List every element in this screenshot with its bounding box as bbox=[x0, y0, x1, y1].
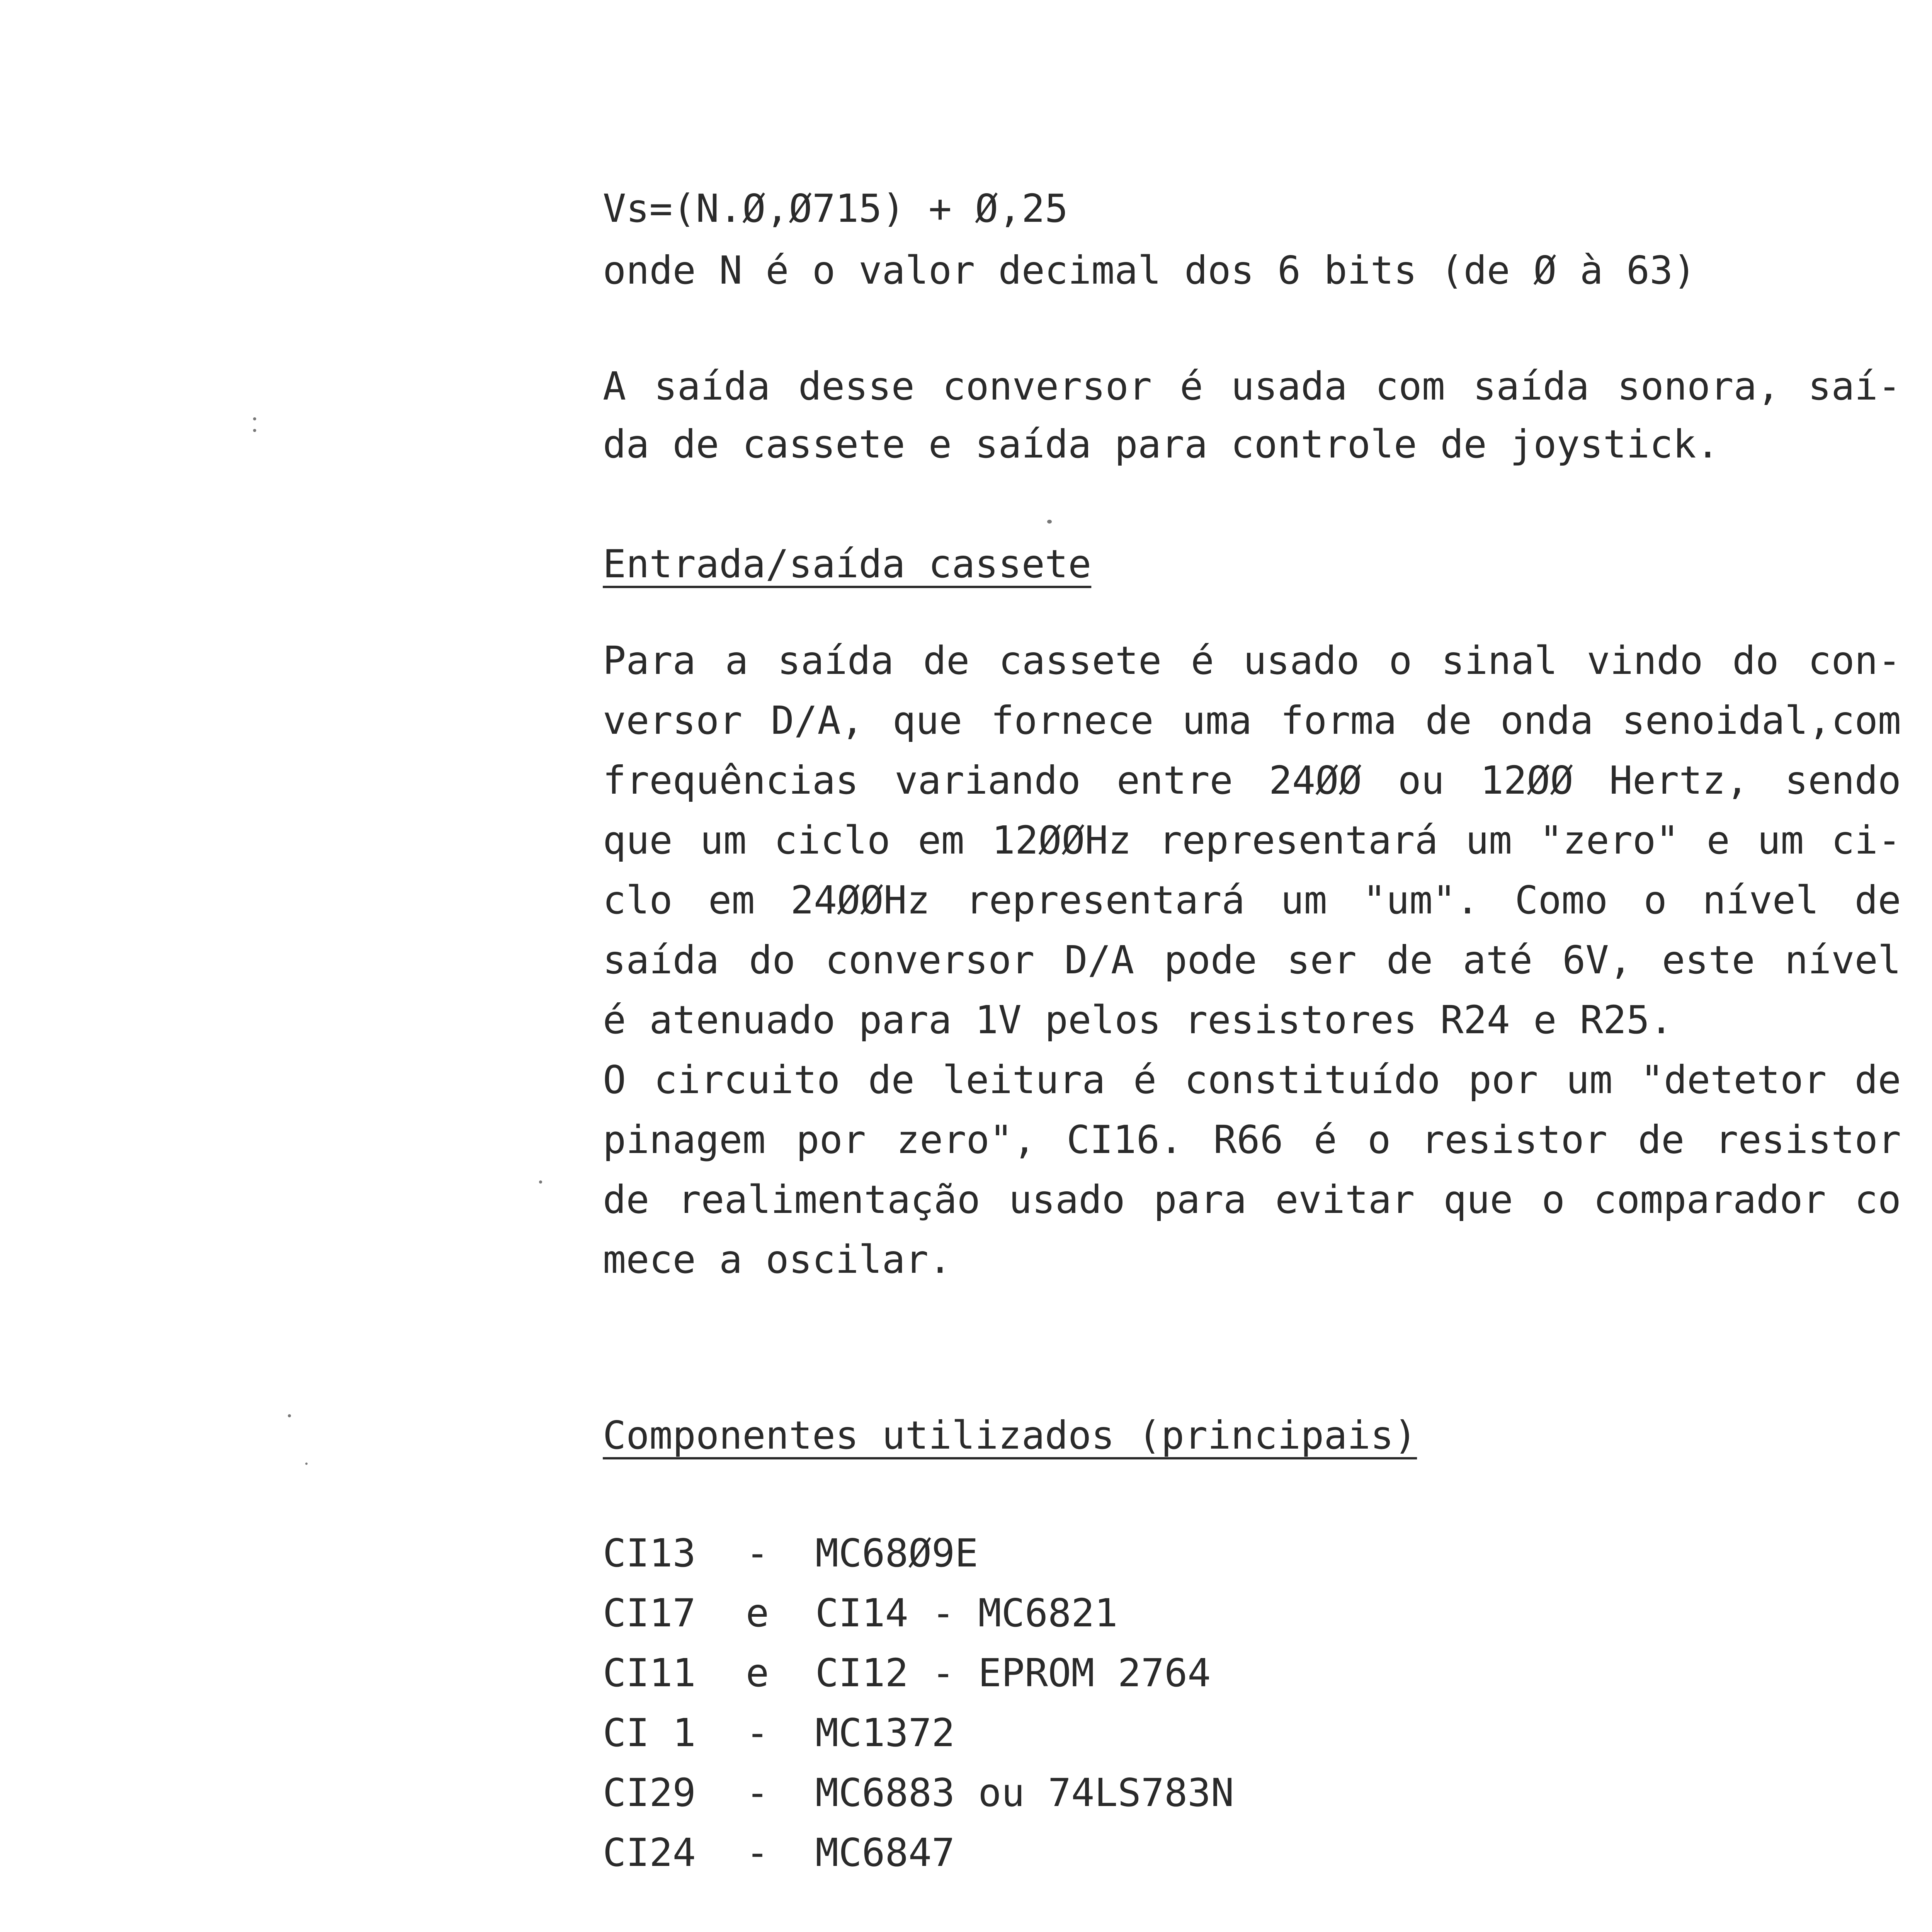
paragraph-line: versor D/A, que fornece uma forma de onda senoidal,com bbox=[603, 698, 1901, 743]
component-separator: - bbox=[746, 1770, 769, 1815]
section-heading-cassette: Entrada/saída cassete bbox=[603, 541, 1092, 587]
scan-speck bbox=[1047, 520, 1052, 524]
paragraph-line: de realimentação usado para evitar que o comparador co bbox=[603, 1177, 1901, 1222]
paragraph-line: da de cassete e saída para controle de joystick. bbox=[603, 422, 1719, 467]
formula-line: Vs=(N.Ø,Ø715) + Ø,25 bbox=[603, 186, 1068, 231]
component-part: CI14 - MC6821 bbox=[815, 1590, 1118, 1636]
section-heading-components: Componentes utilizados (principais) bbox=[603, 1413, 1417, 1458]
component-part: CI12 - EPROM 2764 bbox=[815, 1650, 1211, 1696]
paragraph-line: Para a saída de cassete é usado o sinal vindo do con- bbox=[603, 638, 1901, 683]
component-code: CI11 bbox=[603, 1650, 696, 1696]
scan-speck bbox=[288, 1414, 291, 1417]
component-code: CI17 bbox=[603, 1590, 696, 1636]
component-separator: e bbox=[746, 1650, 769, 1696]
paragraph-line: clo em 24ØØHz representará um "um". Como o nível de bbox=[603, 878, 1901, 923]
component-part: MC6883 ou 74LS783N bbox=[815, 1770, 1234, 1815]
component-separator: - bbox=[746, 1531, 769, 1576]
component-row bbox=[603, 1830, 955, 1932]
component-separator: - bbox=[746, 1830, 769, 1875]
formula-description: onde N é o valor decimal dos 6 bits (de Ø à 63) bbox=[603, 248, 1696, 293]
paragraph-line: frequências variando entre 24ØØ ou 12ØØ Hertz, sendo bbox=[603, 758, 1901, 803]
scan-speck bbox=[539, 1180, 542, 1184]
component-code: CI 1 bbox=[603, 1710, 696, 1755]
paragraph-line: saída do conversor D/A pode ser de até 6V, este nível bbox=[603, 937, 1901, 983]
component-code: CI13 bbox=[603, 1531, 696, 1576]
paragraph-line: mece a oscilar. bbox=[603, 1237, 952, 1282]
paragraph-line: A saída desse conversor é usada com saída sonora, saí- bbox=[603, 364, 1901, 409]
component-code: CI24 bbox=[603, 1830, 696, 1875]
paragraph-line: O circuito de leitura é constituído por um "detetor de bbox=[603, 1057, 1901, 1102]
paragraph-line: é atenuado para 1V pelos resistores R24 e R25. bbox=[603, 997, 1673, 1043]
scan-speck bbox=[305, 1463, 308, 1465]
scan-speck bbox=[253, 417, 256, 420]
component-code: CI29 bbox=[603, 1770, 696, 1815]
paragraph-line: que um ciclo em 12ØØHz representará um "zero" e um ci- bbox=[603, 818, 1901, 863]
paragraph-line: pinagem por zero", CI16. R66 é o resistor de resistor bbox=[603, 1117, 1901, 1162]
scan-speck bbox=[253, 429, 256, 432]
component-separator: e bbox=[746, 1590, 769, 1636]
component-part: MC1372 bbox=[815, 1710, 955, 1755]
component-part: MC68Ø9E bbox=[815, 1531, 978, 1576]
component-part: MC6847 bbox=[815, 1830, 955, 1875]
component-separator: - bbox=[746, 1710, 769, 1755]
